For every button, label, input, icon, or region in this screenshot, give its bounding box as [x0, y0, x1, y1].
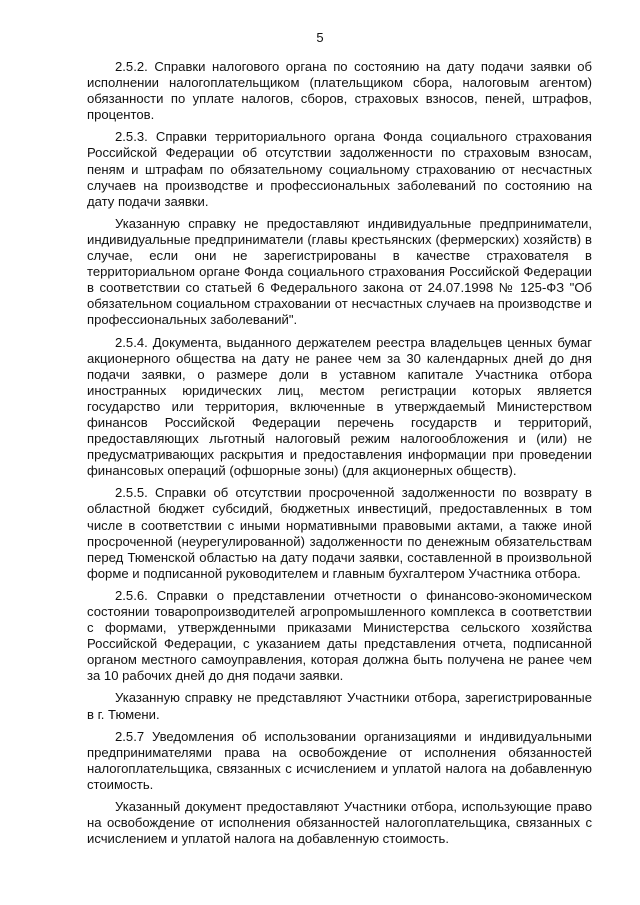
- paragraph-2-5-6-note: Указанную справку не представляют Участники отбора, зарегистрированные в г. Тюмени.: [87, 690, 592, 722]
- document-body: [87, 59, 592, 853]
- paragraph-2-5-2: 2.5.2. Справки налогового органа по состоянию на дату подачи заявки об исполнении налогоплательщиком (плательщиком сбора, налоговым агентом) обязанности по уплате налогов, сборов, страховых взносов, пеней, штрафов, процентов.: [87, 59, 592, 123]
- paragraph-2-5-7: 2.5.7 Уведомления об использовании организациями и индивидуальными предпринимателями права на освобождение от исполнения обязанностей налогоплательщика, связанных с исчислением и уплатой налога на добавленную стоимость.: [87, 728, 592, 792]
- paragraph-2-5-4: 2.5.4. Документа, выданного держателем реестра владельцев ценных бумаг акционерного общества на дату не ранее чем за 30 календарных дней до дня подачи заявки, о размере доли в уставном капитале Участника отбора иностранных юридических лиц, местом регистрации которых является государство или территория, включенные в утверждаемый Министерством финансов Российской Федерации перечень государств и территорий, предоставляющих льготный налоговый режим налогообложения и (или) не предусматривающих раскрытия и предоставления информации при проведении финансовых операций (офшорные зоны) (для акционерных обществ).: [87, 334, 592, 479]
- paragraph-2-5-7-note: Указанный документ предоставляют Участники отбора, использующие право на освобождение от исполнения обязанностей налогоплательщика, связанных с исчислением и уплатой налога на добавленную стоимость.: [87, 799, 592, 847]
- paragraph-2-5-5: 2.5.5. Справки об отсутствии просроченной задолженности по возврату в областной бюджет субсидий, бюджетных инвестиций, предоставленных в том числе в соответствии с иными нормативными правовыми актами, а также иной просроченной (неурегулированной) задолженности по денежным обязательствам перед Тюменской областью на дату подачи заявки, составленной в произвольной форме и подписанной руководителем и главным бухгалтером Участника отбора.: [87, 485, 592, 581]
- paragraph-2-5-3-note: Указанную справку не предоставляют индивидуальные предприниматели, индивидуальные предприниматели (главы крестьянских (фермерских) хозяйств) в случае, если они не зарегистрированы в качестве страхователя в территориальном органе Фонда социального страхования Российской Федерации в соответствии со статьей 6 Федерального закона от 24.07.1998 № 125-ФЗ "Об обязательном социальном страховании от несчастных случаев на производстве и профессиональных заболеваний".: [87, 215, 592, 328]
- page-number: 5: [316, 30, 324, 45]
- paragraph-2-5-6: 2.5.6. Справки о представлении отчетности о финансово-экономическом состоянии товаропроизводителей агропромышленного комплекса в соответствии с формами, утвержденными приказами Министерства сельского хозяйства Российской Федерации, с указанием даты представления отчета, подписанной органом местного самоуправления, которая должна быть получена не ранее чем за 10 рабочих дней до дня подачи заявки.: [87, 587, 592, 684]
- paragraph-2-5-3: 2.5.3. Справки территориального органа Фонда социального страхования Российской Федерации об отсутствии задолженности по страховым взносам, пеням и штрафам по обязательному социальному страхованию от несчастных случаев на производстве и профессиональных заболеваний по состоянию на дату подачи заявки.: [87, 129, 592, 209]
